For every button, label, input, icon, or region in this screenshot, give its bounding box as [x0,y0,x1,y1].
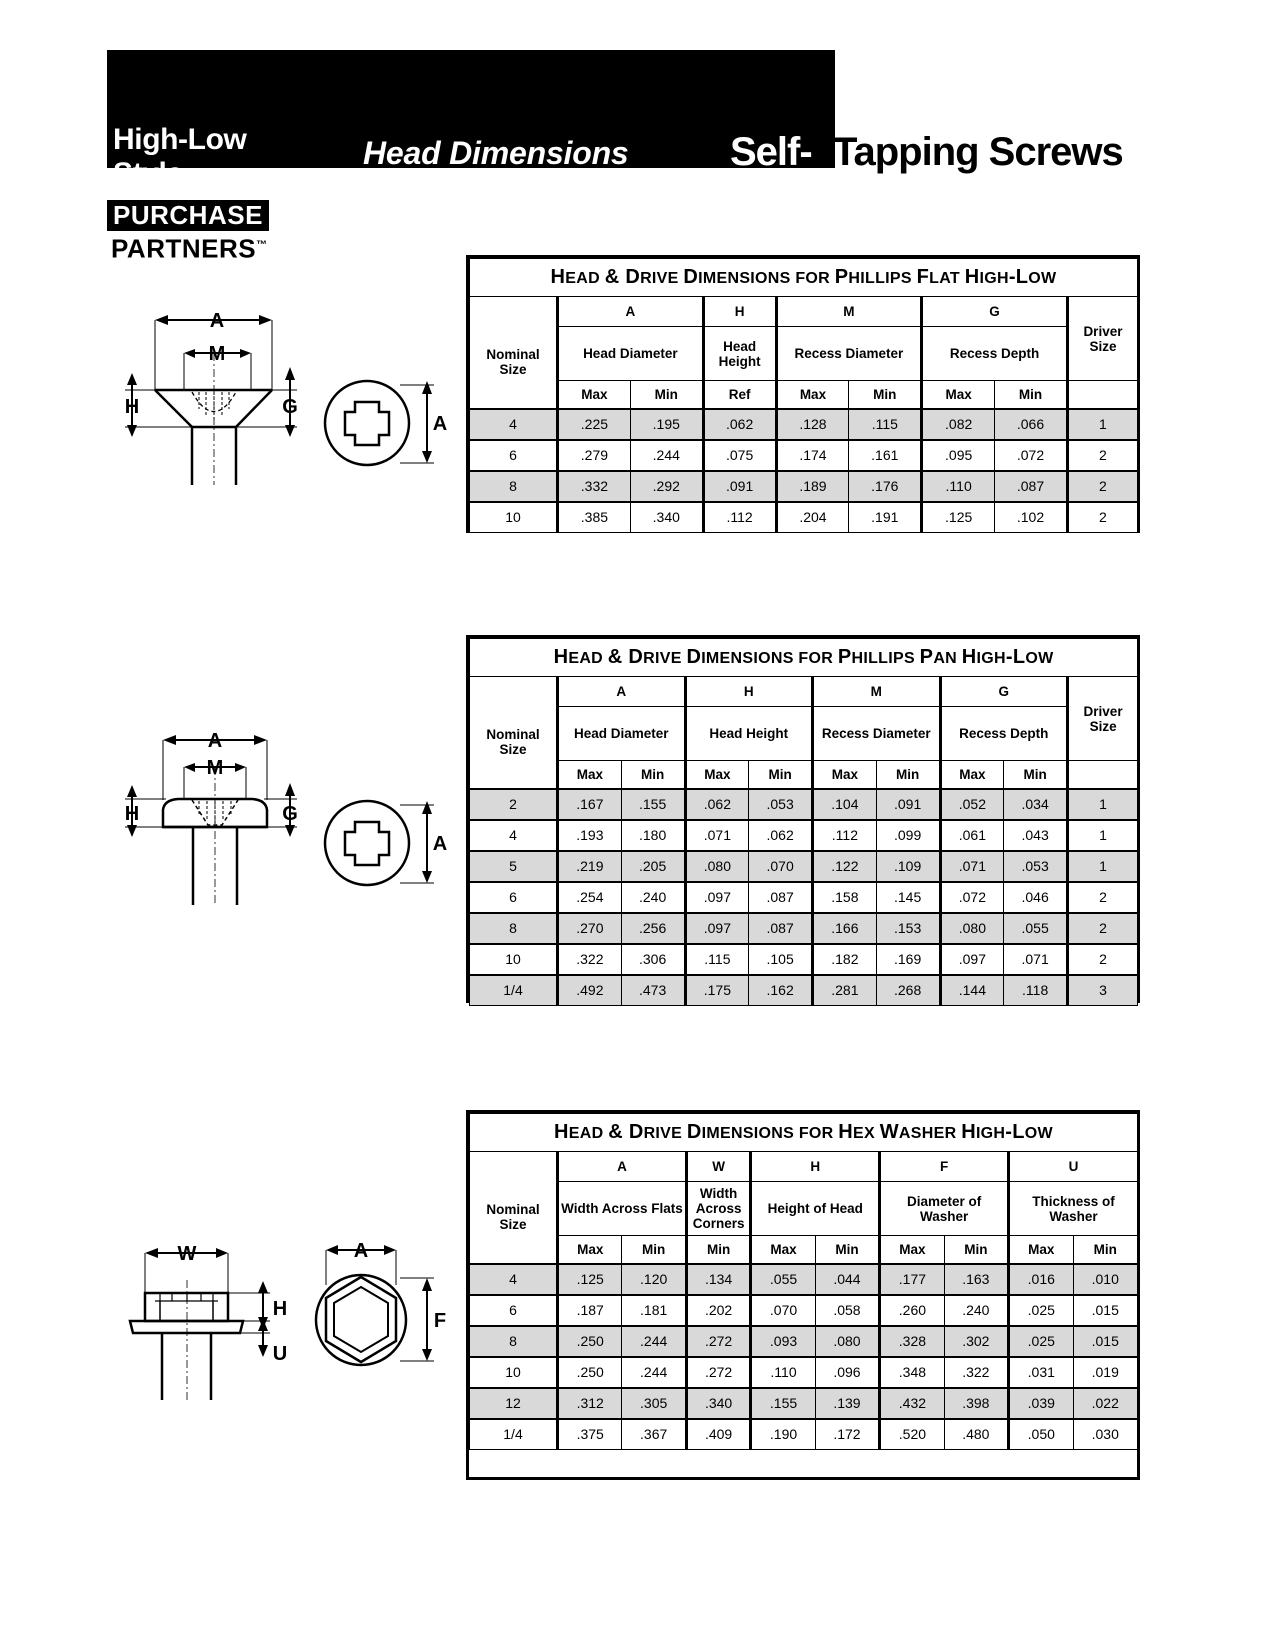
group-name-A: Head Diameter [558,707,686,761]
table-minmax-row [470,761,1138,789]
group-letter-A: A [558,297,704,327]
cell-A-min: .340 [630,502,703,533]
group-name-H: Height of Head [751,1182,880,1236]
cell-H-max: .070 [751,1295,815,1326]
header-tapping-screws-text: Tapping Screws [833,130,1123,174]
cell-A-min: .155 [621,789,685,820]
col-header-M-min: Min [876,761,940,789]
cell-M-min: .169 [876,944,940,975]
cell-G-max: .095 [922,440,995,471]
pan-head-drawing [100,705,450,905]
svg-text:M: M [208,343,226,365]
col-header-F-max: Max [880,1236,944,1264]
cell-A-min: .305 [622,1388,686,1419]
cell-M-max: .166 [813,913,877,944]
cell-W-min: .272 [686,1326,750,1357]
cell-G-min: .053 [1004,851,1068,882]
svg-text:A: A [353,1240,369,1262]
logo-purchase-text: PURCHASE [107,200,269,231]
cell-M-max: .158 [813,882,877,913]
cell-H-min: .070 [749,851,813,882]
group-letter-A: A [558,1152,687,1182]
col-header-F-min: Min [944,1236,1008,1264]
cell-G-min: .066 [995,409,1068,440]
cell-A-max: .250 [558,1357,622,1388]
table-group-letter-row [470,677,1138,707]
group-name-M: Recess Diameter [776,327,922,381]
cell-G-max: .052 [940,789,1004,820]
cell-A-min: .120 [622,1264,686,1295]
group-name-W: Width Across Corners [686,1182,750,1236]
col-header-H-ref: Ref [703,381,776,409]
cell-G-min: .043 [1004,820,1068,851]
table-row [470,1419,1138,1450]
cell-driver-size: 2 [1068,913,1138,944]
cell-nominal-size: 10 [470,944,558,975]
header-style-label [113,123,363,191]
cell-driver-size: 2 [1067,440,1137,471]
group-name-M: Recess Diameter [813,707,941,761]
table-group-name-row [470,1182,1138,1236]
col-header-H-min: Min [815,1236,879,1264]
cell-nominal-size: 10 [470,502,558,533]
hex-washer-dimensions-table [469,1113,1138,1450]
cell-H-max: .115 [685,944,749,975]
cell-A-max: .125 [558,1264,622,1295]
spacer-cell [1067,381,1137,409]
cell-G-min: .087 [995,471,1068,502]
cell-H-max: .071 [685,820,749,851]
cell-A-min: .292 [630,471,703,502]
cell-A-max: .312 [558,1388,622,1419]
cell-H-min: .162 [749,975,813,1006]
cell-nominal-size: 6 [470,440,558,471]
cell-G-max: .071 [940,851,1004,882]
table-row [470,913,1138,944]
cell-U-min: .019 [1073,1357,1137,1388]
cell-A-min: .244 [622,1326,686,1357]
cell-H-min: .105 [749,944,813,975]
cell-M-min: .109 [876,851,940,882]
table-row [470,1326,1138,1357]
cell-U-max: .031 [1009,1357,1073,1388]
logo-partners-word: PARTNERS [111,233,257,264]
cell-U-min: .015 [1073,1326,1137,1357]
col-header-G-max: Max [922,381,995,409]
cell-U-min: .022 [1073,1388,1137,1419]
col-header-G-min: Min [995,381,1068,409]
table-phillips-flat [466,255,1140,533]
cell-M-min: .091 [876,789,940,820]
cell-A-max: .225 [558,409,631,440]
cell-nominal-size: 8 [470,913,558,944]
group-letter-H: H [685,677,813,707]
cell-U-min: .030 [1073,1419,1137,1450]
cell-nominal-size: 1/4 [470,1419,558,1450]
cell-W-min: .272 [686,1357,750,1388]
col-header-M-max: Max [776,381,849,409]
col-header-W-min: Min [686,1236,750,1264]
cell-driver-size: 2 [1068,882,1138,913]
cell-driver-size: 3 [1068,975,1138,1006]
cell-G-max: .110 [922,471,995,502]
purchase-partners-logo [107,200,347,262]
cell-nominal-size: 10 [470,1357,558,1388]
cell-F-min: .398 [944,1388,1008,1419]
table-group-name-row [470,707,1138,761]
group-letter-H: H [751,1152,880,1182]
nominal-size-header: Nominal Size [470,297,558,381]
cell-A-max: .187 [558,1295,622,1326]
cell-H-min: .062 [749,820,813,851]
col-header-G-min: Min [1004,761,1068,789]
cell-G-min: .071 [1004,944,1068,975]
cell-U-min: .015 [1073,1295,1137,1326]
cell-driver-size: 1 [1067,409,1137,440]
col-header-G-max: Max [940,761,1004,789]
cell-H-min: .172 [815,1419,879,1450]
col-header-A-max: Max [558,1236,622,1264]
cell-H-max: .155 [751,1388,815,1419]
cell-nominal-size: 5 [470,851,558,882]
table-row [470,851,1138,882]
cell-H-ref: .062 [703,409,776,440]
cell-A-min: .205 [621,851,685,882]
cell-G-max: .080 [940,913,1004,944]
cell-F-max: .432 [880,1388,944,1419]
cell-F-min: .163 [944,1264,1008,1295]
cell-M-max: .281 [813,975,877,1006]
cell-nominal-size: 12 [470,1388,558,1419]
cell-A-max: .279 [558,440,631,471]
group-letter-F: F [880,1152,1009,1182]
phillips-pan-dimensions-table [469,638,1138,1006]
group-name-F: Diameter of Washer [880,1182,1009,1236]
cell-F-min: .240 [944,1295,1008,1326]
svg-text:A: A [209,310,225,332]
group-letter-G: G [922,297,1068,327]
svg-text:M: M [206,757,224,779]
cell-A-min: .367 [622,1419,686,1450]
table-hex-washer [466,1110,1140,1480]
cell-A-min: .244 [622,1357,686,1388]
group-name-A: Head Diameter [558,327,704,381]
cell-H-ref: .075 [703,440,776,471]
cell-M-max: .128 [776,409,849,440]
cell-nominal-size: 1/4 [470,975,558,1006]
cell-F-min: .322 [944,1357,1008,1388]
cell-H-max: .080 [685,851,749,882]
svg-text:H: H [124,803,140,825]
svg-text:U: U [272,1343,288,1365]
cell-H-ref: .091 [703,471,776,502]
group-name-G: Recess Depth [940,707,1068,761]
cell-H-min: .044 [815,1264,879,1295]
cell-M-max: .174 [776,440,849,471]
cell-nominal-size: 4 [470,409,558,440]
cell-G-min: .046 [1004,882,1068,913]
cell-nominal-size: 4 [470,1264,558,1295]
cell-G-min: .034 [1004,789,1068,820]
table-row [470,1388,1138,1419]
cell-H-max: .097 [685,882,749,913]
cell-H-min: .058 [815,1295,879,1326]
col-header-A-max: Max [558,761,622,789]
group-letter-U: U [1009,1152,1138,1182]
cell-nominal-size: 6 [470,1295,558,1326]
cell-M-min: .153 [876,913,940,944]
group-letter-M: M [776,297,922,327]
flat-head-drawing [100,285,450,485]
cell-nominal-size: 8 [470,471,558,502]
svg-text:G: G [282,803,298,825]
cell-M-min: .099 [876,820,940,851]
cell-U-max: .039 [1009,1388,1073,1419]
col-header-A-min: Min [622,1236,686,1264]
col-header-M-max: Max [813,761,877,789]
cell-G-min: .102 [995,502,1068,533]
cell-F-min: .480 [944,1419,1008,1450]
cell-A-max: .492 [558,975,622,1006]
svg-text:F: F [433,1310,447,1332]
cell-U-max: .050 [1009,1419,1073,1450]
table-row [470,440,1138,471]
driver-size-header: Driver Size [1067,297,1137,381]
col-header-H-max: Max [751,1236,815,1264]
cell-M-max: .204 [776,502,849,533]
cell-H-min: .096 [815,1357,879,1388]
cell-nominal-size: 2 [470,789,558,820]
table-row [470,1357,1138,1388]
cell-driver-size: 1 [1068,789,1138,820]
cell-M-min: .145 [876,882,940,913]
header-style-line1: High-Low [113,123,247,156]
page-header [0,50,1275,190]
cell-driver-size: 2 [1068,944,1138,975]
table-minmax-row [470,1236,1138,1264]
cell-A-max: .254 [558,882,622,913]
cell-H-min: .087 [749,913,813,944]
table-row [470,882,1138,913]
col-header-U-max: Max [1009,1236,1073,1264]
cell-F-max: .348 [880,1357,944,1388]
cell-A-min: .256 [621,913,685,944]
group-name-U: Thickness of Washer [1009,1182,1138,1236]
logo-partners-text [111,231,267,263]
table-row [470,471,1138,502]
cell-M-min: .161 [849,440,922,471]
cell-nominal-size: 8 [470,1326,558,1357]
cell-A-max: .385 [558,502,631,533]
col-header-M-min: Min [849,381,922,409]
svg-text:A: A [207,730,223,752]
cell-U-max: .025 [1009,1295,1073,1326]
cell-M-min: .176 [849,471,922,502]
cell-A-min: .306 [621,944,685,975]
table-row [470,820,1138,851]
phillips-flat-dimensions-table [469,258,1138,533]
trademark-icon: ™ [256,239,268,251]
cell-W-min: .409 [686,1419,750,1450]
cell-A-min: .240 [621,882,685,913]
cell-F-max: .177 [880,1264,944,1295]
driver-size-header: Driver Size [1068,677,1138,761]
table-group-letter-row [470,1152,1138,1182]
table-row [470,789,1138,820]
table-row [470,944,1138,975]
svg-text:H: H [124,396,140,418]
hex-washer-drawing [100,1215,450,1400]
svg-text:H: H [272,1298,288,1320]
cell-G-min: .055 [1004,913,1068,944]
svg-text:A: A [432,413,448,435]
cell-nominal-size: 4 [470,820,558,851]
cell-driver-size: 1 [1068,820,1138,851]
cell-A-min: .195 [630,409,703,440]
group-name-G: Recess Depth [922,327,1068,381]
spacer-cell [470,381,558,409]
cell-H-max: .097 [685,913,749,944]
cell-M-max: .112 [813,820,877,851]
col-header-H-min: Min [749,761,813,789]
cell-A-min: .473 [621,975,685,1006]
table-phillips-pan [466,635,1140,1003]
cell-G-max: .082 [922,409,995,440]
group-letter-H: H [703,297,776,327]
cell-A-max: .250 [558,1326,622,1357]
header-self-text: Self- [730,130,812,174]
group-letter-W: W [686,1152,750,1182]
cell-U-min: .010 [1073,1264,1137,1295]
nominal-size-header: Nominal Size [470,1152,558,1236]
cell-F-min: .302 [944,1326,1008,1357]
cell-G-min: .118 [1004,975,1068,1006]
cell-F-max: .520 [880,1419,944,1450]
cell-G-min: .072 [995,440,1068,471]
group-name-A: Width Across Flats [558,1182,687,1236]
cell-driver-size: 1 [1068,851,1138,882]
cell-A-min: .180 [621,820,685,851]
table-group-name-row [470,327,1138,381]
group-name-H: Head Height [703,327,776,381]
cell-H-min: .139 [815,1388,879,1419]
cell-M-min: .115 [849,409,922,440]
cell-F-max: .328 [880,1326,944,1357]
cell-H-max: .055 [751,1264,815,1295]
table-row [470,975,1138,1006]
cell-H-ref: .112 [703,502,776,533]
cell-M-max: .189 [776,471,849,502]
header-style-line2: Style [113,157,183,190]
col-header-A-max: Max [558,381,631,409]
col-header-A-min: Min [621,761,685,789]
col-header-H-max: Max [685,761,749,789]
cell-H-min: .087 [749,882,813,913]
table-title: HEAD & DRIVE DIMENSIONS FOR HEX WASHER HIGH-LOW [470,1114,1138,1152]
cell-H-max: .062 [685,789,749,820]
svg-text:G: G [282,396,298,418]
cell-nominal-size: 6 [470,882,558,913]
group-letter-M: M [813,677,941,707]
table-minmax-row [470,381,1138,409]
nominal-size-header: Nominal Size [470,677,558,761]
cell-F-max: .260 [880,1295,944,1326]
cell-G-max: .125 [922,502,995,533]
svg-text:A: A [432,833,448,855]
svg-text:W: W [177,1243,197,1265]
cell-H-max: .175 [685,975,749,1006]
spacer-cell [1068,761,1138,789]
cell-U-max: .025 [1009,1326,1073,1357]
table-group-letter-row [470,297,1138,327]
cell-M-max: .182 [813,944,877,975]
table-row [470,1264,1138,1295]
cell-A-min: .181 [622,1295,686,1326]
cell-H-min: .080 [815,1326,879,1357]
group-name-H: Head Height [685,707,813,761]
cell-M-max: .122 [813,851,877,882]
cell-W-min: .340 [686,1388,750,1419]
cell-A-max: .375 [558,1419,622,1450]
group-letter-A: A [558,677,686,707]
table-row [470,502,1138,533]
cell-G-max: .097 [940,944,1004,975]
table-title: HEAD & DRIVE DIMENSIONS FOR PHILLIPS FLAT HIGH-LOW [470,259,1138,297]
cell-driver-size: 2 [1067,471,1137,502]
cell-M-min: .268 [876,975,940,1006]
col-header-A-min: Min [630,381,703,409]
cell-A-max: .332 [558,471,631,502]
cell-M-min: .191 [849,502,922,533]
cell-A-max: .193 [558,820,622,851]
cell-driver-size: 2 [1067,502,1137,533]
cell-G-max: .072 [940,882,1004,913]
col-header-U-min: Min [1073,1236,1137,1264]
table-row [470,409,1138,440]
cell-H-max: .093 [751,1326,815,1357]
cell-H-max: .190 [751,1419,815,1450]
cell-A-max: .270 [558,913,622,944]
header-subject-title: Head Dimensions [363,135,629,171]
cell-A-min: .244 [630,440,703,471]
cell-G-max: .144 [940,975,1004,1006]
cell-W-min: .202 [686,1295,750,1326]
cell-H-min: .053 [749,789,813,820]
cell-A-max: .322 [558,944,622,975]
spacer-cell [470,1236,558,1264]
cell-A-max: .167 [558,789,622,820]
spacer-cell [470,761,558,789]
table-title: HEAD & DRIVE DIMENSIONS FOR PHILLIPS PAN HIGH-LOW [470,639,1138,677]
cell-U-max: .016 [1009,1264,1073,1295]
cell-A-max: .219 [558,851,622,882]
cell-M-max: .104 [813,789,877,820]
cell-W-min: .134 [686,1264,750,1295]
cell-G-max: .061 [940,820,1004,851]
group-letter-G: G [940,677,1068,707]
table-row [470,1295,1138,1326]
cell-H-max: .110 [751,1357,815,1388]
